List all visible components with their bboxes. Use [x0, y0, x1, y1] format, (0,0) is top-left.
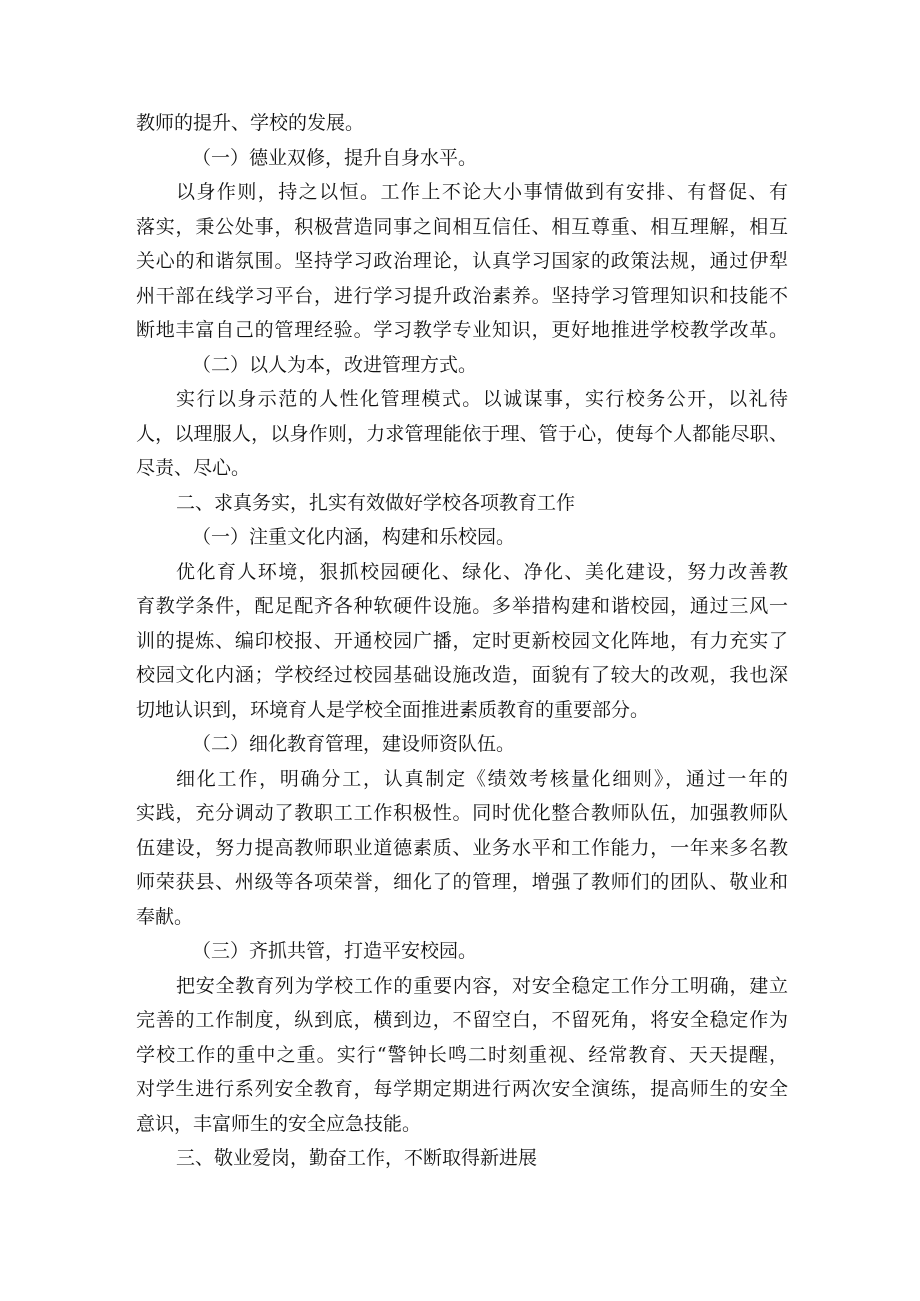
- text-line: 关心的和谐氛围。坚持学习政治理论，认真学习国家的政策法规，通过伊犁: [136, 250, 788, 272]
- text-line: 校园文化内涵；学校经过校园基础设施改造，面貌有了较大的改观，我也深: [136, 664, 788, 686]
- text-line: 切地认识到，环境育人是学校全面推进素质教育的重要部分。: [136, 698, 650, 721]
- text-line: 意识，丰富师生的安全应急技能。: [136, 1112, 422, 1135]
- text-line: 学校工作的重中之重。实行“警钟长鸣二时刻重视、经常教育、天天提醒，: [136, 1043, 788, 1066]
- text-line: 以身作则，持之以恒。工作上不论大小事情做到有安排、有督促、有: [176, 181, 788, 203]
- text-line: 实行以身示范的人性化管理模式。以诚谋事，实行校务公开，以礼待: [176, 388, 788, 410]
- text-line: （三）齐抓共管，打造平安校园。: [192, 940, 478, 962]
- text-line: 断地丰富自己的管理经验。学习教学专业知识，更好地推进学校教学改革。: [136, 319, 788, 341]
- text-line: 师荣获县、州级等各项荣誉，细化了的管理，增强了教师们的团队、敬业和: [136, 871, 788, 893]
- text-line: （二）细化教育管理，建设师资队伍。: [192, 733, 516, 755]
- text-line: 奉献。: [136, 905, 194, 928]
- text-line: 教师的提升、学校的发展。: [136, 112, 365, 134]
- text-line: 伍建设，努力提高教师职业道德素质、业务水平和工作能力，一年来多名教: [136, 836, 788, 859]
- text-line: 对学生进行系列安全教育，每学期定期进行两次安全演练，提高师生的安全: [136, 1078, 788, 1100]
- text-line: （一）德业双修，提升自身水平。: [192, 146, 478, 169]
- text-line: 优化育人环境，狠抓校园硬化、绿化、净化、美化建设，努力改善教: [176, 560, 788, 583]
- text-line: 州干部在线学习平台，进行学习提升政治素养。坚持学习管理知识和技能不: [136, 284, 788, 307]
- text-line: 实践，充分调动了教职工工作积极性。同时优化整合教师队伍，加强教师队: [136, 802, 788, 824]
- text-line: （二）以人为本，改进管理方式。: [192, 353, 478, 376]
- document-body: [136, 106, 788, 1176]
- text-line: 训的提炼、编印校报、开通校园广播，定时更新校园文化阵地，有力充实了: [136, 629, 788, 652]
- text-line: 二、求真务实，扎实有效做好学校各项教育工作: [176, 491, 576, 514]
- text-line: 落实，秉公处事，积极营造同事之间相互信任、相互尊重、相互理解，相互: [136, 215, 788, 238]
- text-line: 细化工作，明确分工，认真制定《绩效考核量化细则》，通过一年的: [176, 767, 788, 790]
- text-line: （一）注重文化内涵，构建和乐校园。: [192, 526, 516, 548]
- text-line: 育教学条件，配足配齐各种软硬件设施。多举措构建和谐校园，通过三风一: [136, 595, 788, 617]
- text-line: 把安全教育列为学校工作的重要内容，对安全稳定工作分工明确，建立: [176, 974, 788, 997]
- text-line: 尽责、尽心。: [136, 457, 251, 479]
- text-line: 人，以理服人，以身作则，力求管理能依于理、管于心，使每个人都能尽职、: [136, 422, 788, 445]
- text-line: 三、敬业爱岗，勤奋工作，不断取得新进展: [176, 1147, 538, 1169]
- text-line: 完善的工作制度，纵到底，横到边，不留空白，不留死角，将安全稳定作为: [136, 1009, 788, 1031]
